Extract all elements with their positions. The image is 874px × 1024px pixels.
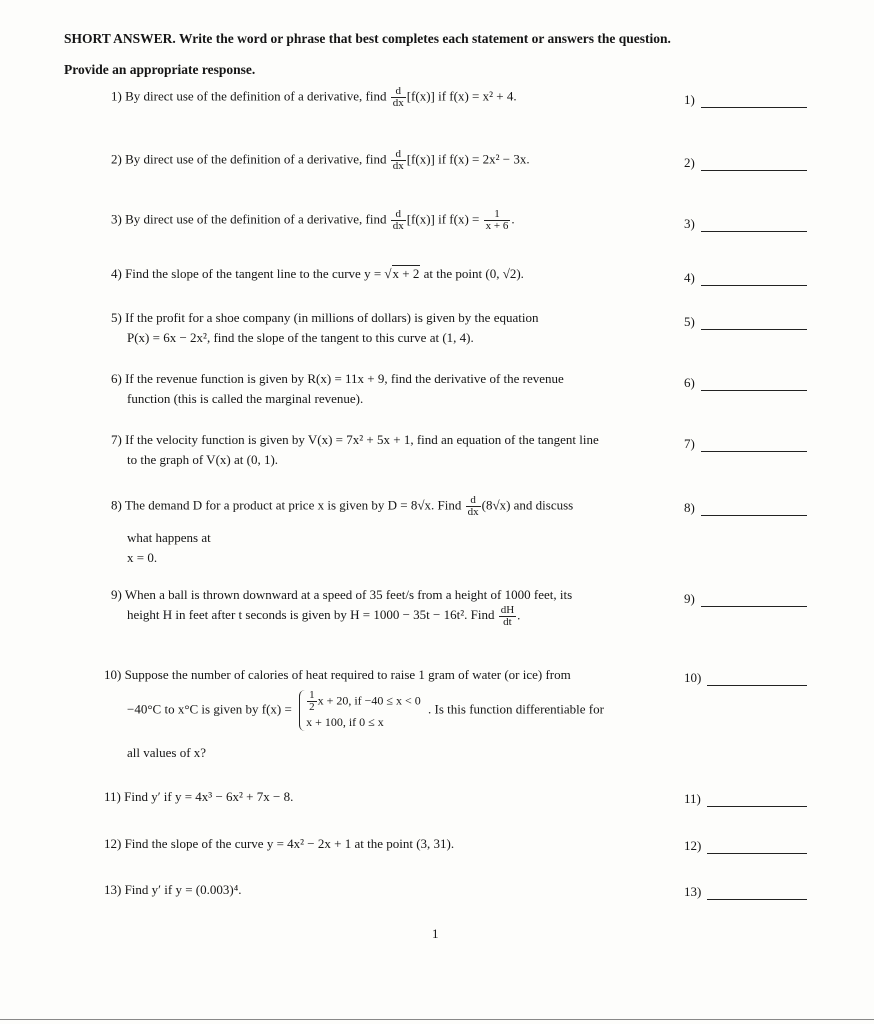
- answer-blank-4[interactable]: 4): [684, 270, 807, 286]
- answer-blank-7[interactable]: 7): [684, 436, 807, 452]
- question-10-piecewise: −40°C to x°C is given by f(x) = $\frac{1}{2}$ x + 20, if −40 ≤ x < 0 x + 100, if 0 ≤ x . Is this function differentiable for: [127, 689, 604, 729]
- question-6: 6) If the revenue function is given by R(x) = 11x + 9, find the derivative of the revenue function (this is called the marginal revenue).: [111, 371, 564, 406]
- answer-blank-9[interactable]: 9): [684, 591, 807, 607]
- answer-blank-13[interactable]: 13): [684, 884, 807, 900]
- answer-blank-12[interactable]: 12): [684, 838, 807, 854]
- question-9: 9) When a ball is thrown downward at a speed of 35 feet/s from a height of 1000 feet, its height H in feet after t seconds is given by H = 1000 − 35t − 16t². Find $\frac{dH}{dt}$ .: [111, 587, 573, 628]
- question-11: 11) Find y′ if y = 4x³ − 6x² + 7x − 8.: [104, 789, 294, 804]
- question-4: 4) Find the slope of the tangent line to the curve y = √x + 2 at the point (0, √2).: [111, 266, 524, 281]
- page-number: 1: [432, 926, 439, 941]
- answer-blank-2[interactable]: 2): [684, 155, 807, 171]
- answer-blank-6[interactable]: 6): [684, 375, 807, 391]
- answer-blank-11[interactable]: 11): [684, 791, 807, 807]
- answer-blank-8[interactable]: 8): [684, 500, 807, 516]
- question-12: 12) Find the slope of the curve y = 4x² − 2x + 1 at the point (3, 31).: [104, 836, 455, 851]
- piecewise-function: $\frac{1}{2}$ x + 20, if −40 ≤ x < 0 x + 100, if 0 ≤ x: [299, 690, 421, 731]
- answer-blank-1[interactable]: 1): [684, 92, 807, 108]
- instruction: Provide an appropriate response.: [64, 62, 256, 77]
- question-13: 13) Find y′ if y = (0.003)⁴.: [104, 882, 242, 897]
- question-8-cont: what happens at x = 0.: [127, 530, 211, 565]
- page-edge-divider: [0, 1019, 874, 1020]
- question-2: 2) By direct use of the definition of a derivative, find $\frac{d}{dx}$ [f(x)] if f(x) = 2x² − 3x.: [111, 148, 530, 172]
- question-5: 5) If the profit for a shoe company (in millions of dollars) is given by the equation P(x) = 6x − 2x², find the slope of the tangent to this curve at (1, 4).: [111, 310, 539, 345]
- question-10-cont: all values of x?: [127, 745, 207, 760]
- question-7: 7) If the velocity function is given by V(x) = 7x² + 5x + 1, find an equation of the tangent line to the graph of V(x) at (0, 1).: [111, 432, 599, 467]
- question-8: 8) The demand D for a product at price x is given by D = 8√x. Find $\frac{d}{dx}$ (8√x) and discuss: [111, 494, 574, 518]
- derivative-operator: $\frac{d}{dx}$: [392, 85, 404, 109]
- question-3: 3) By direct use of the definition of a derivative, find $\frac{d}{dx}$ [f(x)] if f(x) = $\frac{1}{x + 6}$ .: [111, 208, 515, 232]
- question-1: 1) By direct use of the definition of a derivative, find $\frac{d}{dx}$ [f(x)] if f(x) = x² + 4.: [111, 85, 517, 109]
- answer-blank-5[interactable]: 5): [684, 314, 807, 330]
- answer-blank-10[interactable]: 10): [684, 670, 807, 686]
- question-10: 10) Suppose the number of calories of heat required to raise 1 gram of water (or ice) from: [104, 667, 571, 682]
- section-title: SHORT ANSWER. Write the word or phrase that best completes each statement or answers the question.: [64, 31, 671, 46]
- answer-blank-3[interactable]: 3): [684, 216, 807, 232]
